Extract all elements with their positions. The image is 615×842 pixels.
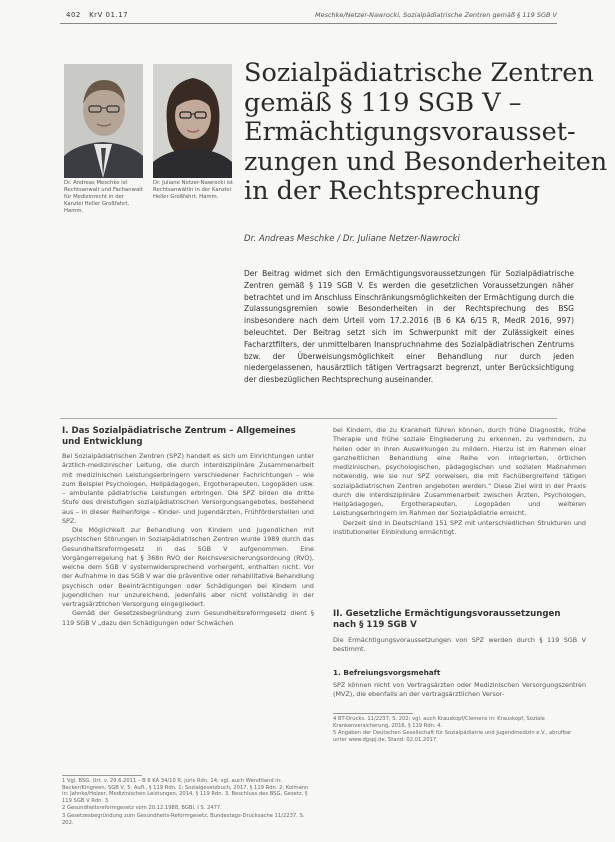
footnote-rule-right	[333, 713, 413, 714]
footnotes-right	[333, 716, 586, 744]
paragraph: bei Kindern, die zu Krankheit führen können, durch frühe Diagnostik, frühe Therapie und frühe soziale Eingliederung zu erkennen, zu verhindern, zu heilen oder in ihren Auswirkungen zu mildern. Hierzu ist im Rahmen einer ganzheitlichen Behandlung eine Reihe von integrierten, örtlichen medizinischen, psychologischen, pädagogischen und sozialen Maßnahmen notwendig, wie sie nur SPZ vorweisen, die mit Fachübergreifend tätigen sozialpädiatrischen Zentren angeboten werden.“ Diese Ziel wird in der Praxis durch die interdisziplinäre Zusammenarbeit zwischen Ärzten, Psychologen, Heilpädagogen, Ergotherapeuten, Logopäden und weiteren Leistungserbringern im Rahmen der Sozialpädiatrie erreicht.	[333, 426, 586, 518]
paragraph: Bei Sozialpädiatrischen Zentren (SPZ) handelt es sich um Einrichtungen unter ärztlich-medizinischer Leitung, die durch interdisziplinäre Zusammenarbeit mit medizinischen Leistungserbringern verschiedener Fachrichtungen – wie zum Beispiel Psychologen, Heilpädagogen, Ergotherapeuten, Logopäden usw. – ambulante pädiatrische Leistungen erbringen. Die SPZ bilden die dritte Stufe des dreistufigen sozialpädiatrischen Versorgungsangebotes, bestehend aus – in dieser Reihenfolge – Kinder- und Jugendärzten, Frühförderstellen und SPZ.	[62, 452, 314, 525]
section-heading-2: II. Gesetzliche Ermächtigungsvoraussetzungen nach § 119 SGB V	[333, 609, 561, 630]
paragraph: SPZ können nicht von Vertragsärzten oder Medizinischen Versorgungszentren (MVZ), die ebenfalls an der vertragsärztlichen Versor-	[333, 681, 586, 699]
page-number: 402 KrV 01.17	[66, 11, 129, 19]
footnotes-left	[62, 778, 314, 827]
section-divider	[60, 418, 557, 419]
footnote: 4 BT-Drucks. 11/2237, S. 202; vgl. auch Krauskopf/Clemens in: Krauskopf, Soziale Krankenversicherung, 2016, § 119 Rdn. 4.	[333, 716, 545, 729]
title-line: Ermächtigungsvorausset-	[244, 117, 576, 147]
title-line: in der Rechtsprechung	[244, 176, 541, 206]
footnote: 2 Gesundheitsreformgesetz vom 20.12.1988, BGBl. I S. 2477.	[62, 805, 222, 812]
author-caption-meschke: Dr. Andreas Meschke ist Rechtsanwalt und Fachanwalt für Medizinrecht in der Kanzlei Heller Großfahrt, Hamm.	[64, 180, 143, 214]
footnote-rule-left	[62, 775, 142, 776]
footnote: 5 Angaben der Deutschen Gesellschaft für Sozialpädiatrie und Jugendmedizin e.V., abrufbar unter www.dgspj.de, Stand: 02.01.2017.	[333, 730, 572, 743]
paragraph: Derzeit sind in Deutschland 151 SPZ mit unterschiedlichen Strukturen und institutioneller Einbindung ermächtigt.	[333, 518, 586, 536]
paragraph: Gemäß der Gesetzesbegründung zum Gesundheitsreformgesetz dient § 119 SGB V „dazu den Schädigungen oder Schwächen	[62, 609, 314, 627]
author-photo-meschke	[64, 64, 143, 178]
running-header	[60, 9, 557, 24]
journal-issue: KrV 01.17	[89, 11, 129, 19]
running-title: Meschke/Netzer-Nawrocki, Sozialpädiatrische Zentren gemäß § 119 SGB V	[314, 11, 557, 19]
abstract: Der Beitrag widmet sich den Ermächtigungsvoraussetzungen für Sozialpädiatrische Zentren gemäß § 119 SGB V. Es werden die gesetzlichen Voraussetzungen näher betrachtet und im Anschluss Einschränkungsmöglichkeiten der Ermächtigung durch die Zulassungsgremien sowie Besonderheiten in der Rechtsprechung des BSG insbesondere nach dem Urteil vom 17.2.2016 (B 6 KA 6/15 R, MedR 2016, 997) beleuchtet. Der Beitrag setzt sich im Schwerpunkt mit der Zulässigkeit eines Facharztfilters, der unmittelbaren Inanspruchnahme des Sozialpädiatrischen Zentrums bzw. der Überweisungsmöglichkeit einer Behandlung nur durch jeden niedergelassenen, hausärztlich tätigen Vertragsarzt begrenzt, unter Berücksichtigung der diesbezüglichen Rechtsprechung auseinander.	[244, 269, 574, 385]
right-column-text-2	[333, 636, 586, 655]
title-line: gemäß § 119 SGB V –	[244, 87, 522, 118]
right-column-text	[333, 426, 586, 537]
title-line: zungen und Besonderheiten	[244, 146, 608, 177]
paragraph: Die Ermächtigungsvoraussetzungen von SPZ werden durch § 119 SGB V bestimmt.	[333, 636, 586, 654]
paragraph: Die Möglichkeit zur Behandlung von Kindern und Jugendlichen mit psychischen Störungen in Sozialpädiatrischen Zentren wurde 1989 durch das Gesundheitsreformgesetz in das SGB V aufgenommen. Eine Vorgängerregelung hat § 368n RVO der Reichsversicherungsordnung (RVO), welche dem SGB V systemwidersprechend vorhergeht, enthalten nicht. Vor der Aufnahme in das SGB V war die präventive oder rehabilitative Behandlung psychisch oder Beeinträchtigungen oder Schädigungen bei Kindern und Jugendlichen nur unzureichend, jedenfalls aber nicht vollständig in der vertragsärztlichen Versorgung eingegliedert.	[62, 526, 314, 608]
author-byline: Dr. Andreas Meschke / Dr. Juliane Netzer-Nawrocki	[244, 234, 460, 244]
footnote: 3 Gesetzesbegründung zum Gesundheits-Reformgesetz, Bundestags-Drucksache 11/2237, S. 202.	[62, 812, 305, 826]
left-column-text	[62, 452, 314, 628]
author-caption-netzer-nawrocki: Dr. Juliane Netzer-Nawrocki ist Rechtsanwältin in der Kanzlei Heller Großfahrt, Hamm.	[153, 180, 233, 200]
section-heading-1: I. Das Sozialpädiatrische Zentrum – Allgemeines und Entwicklung	[62, 426, 296, 447]
article-title	[244, 58, 608, 207]
title-line: Sozialpädiatrische Zentren	[244, 58, 594, 88]
subsection-heading: 1. Befreiungsvorgsmehaft	[333, 668, 441, 677]
footnote: 1 Vgl. BSG, Urt. v. 29.6.2011 – B 6 KA 34/10 R, juris Rdn. 14; vgl. auch Wendtland in: Becker/Kingreen, SGB V, 5. Aufl., § 119 Rdn. 1; Sozialgesetzbuch, 2017, § 119 Rdn. 2; Kolmann in: Jahnke/Holzer, Medizinischen Leistungen, 2014, § 119 Rdn. 3, Beschluss des BSG, Gesetz, § 119 SGB V Rdn. 3.	[62, 778, 309, 804]
right-column-text-3	[333, 681, 586, 700]
author-photo-netzer-nawrocki	[153, 64, 232, 178]
